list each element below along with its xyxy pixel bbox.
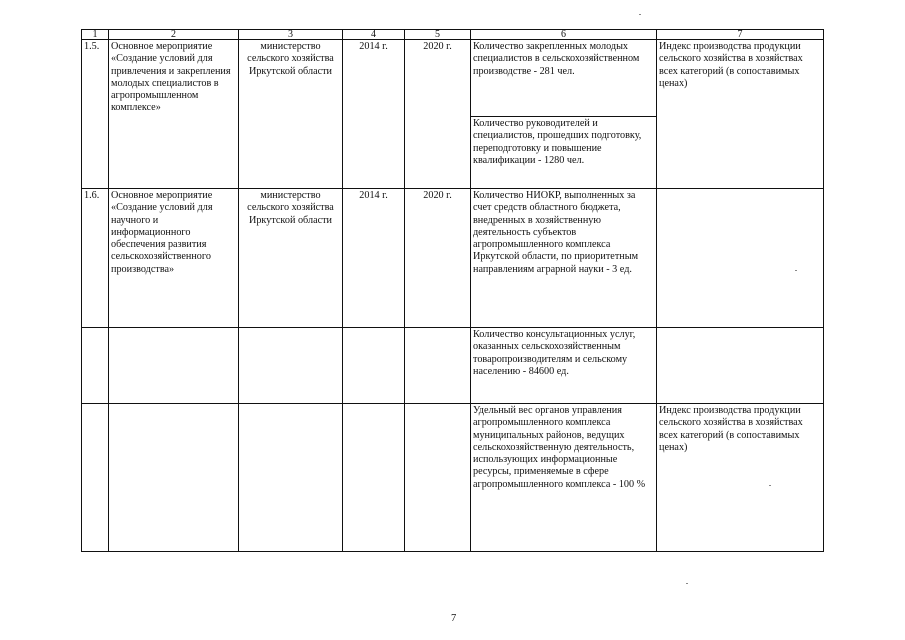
table-row (82, 328, 824, 404)
activities-table (81, 29, 824, 552)
executor: министерство сельского хозяйства Иркутской области (239, 40, 343, 189)
end-year: 2020 г. (405, 40, 471, 189)
empty-cell (239, 404, 343, 552)
empty-cell (239, 328, 343, 404)
column-number: 3 (239, 30, 343, 40)
goal-indicator (657, 189, 824, 328)
table-row (82, 404, 824, 552)
event-name: Основное мероприятие «Создание условий для научного и информационного обеспечения развития сельскохозяйственного производства» (109, 189, 239, 328)
start-year: 2014 г. (343, 189, 405, 328)
scan-speck (686, 583, 688, 584)
column-number: 5 (405, 30, 471, 40)
empty-cell (405, 328, 471, 404)
start-year: 2014 г. (343, 40, 405, 189)
column-number: 6 (471, 30, 657, 40)
scan-speck (795, 270, 797, 271)
page-number: 7 (451, 613, 457, 624)
indicator: Количество консультационных услуг, оказанных сельскохозяйственным товаропроизводителям и сельскому населению - 84600 ед. (471, 328, 657, 404)
table-row (82, 40, 824, 117)
empty-cell (109, 404, 239, 552)
scan-speck (769, 485, 771, 486)
indicator: Удельный вес органов управления агропромышленного комплекса муниципальных районов, ведущих сельскохозяйственную деятельность, использующих информационные ресурсы, применяемые в сфере агропромышленного комплекса - 100 % (471, 404, 657, 552)
column-number-row (82, 30, 824, 40)
column-number: 4 (343, 30, 405, 40)
event-name: Основное мероприятие «Создание условий для привлечения и закрепления молодых специалистов в агропромышленном комплексе» (109, 40, 239, 189)
indicator: Количество руководителей и специалистов, прошедших подготовку, переподготовку и повышение квалификации - 1280 чел. (471, 117, 657, 189)
empty-cell (405, 404, 471, 552)
row-number: 1.5. (82, 40, 109, 189)
column-number: 7 (657, 30, 824, 40)
indicator: Количество НИОКР, выполненных за счет средств областного бюджета, внедренных в хозяйственную деятельность субъектов агропромышленного комплекса Иркутской области, по приоритетным направлениям аграрной науки - 3 ед. (471, 189, 657, 328)
empty-cell (657, 328, 824, 404)
scan-speck (639, 14, 641, 15)
empty-cell (82, 328, 109, 404)
empty-cell (82, 404, 109, 552)
executor: министерство сельского хозяйства Иркутской области (239, 189, 343, 328)
column-number: 1 (82, 30, 109, 40)
empty-cell (109, 328, 239, 404)
table-row (82, 189, 824, 328)
empty-cell (343, 404, 405, 552)
end-year: 2020 г. (405, 189, 471, 328)
indicator: Количество закрепленных молодых специалистов в сельскохозяйственном производстве - 281 чел. (471, 40, 657, 117)
empty-cell (343, 328, 405, 404)
goal-indicator: Индекс производства продукции сельского хозяйства в хозяйствах всех категорий (в сопоставимых ценах) (657, 40, 824, 189)
row-number: 1.6. (82, 189, 109, 328)
column-number: 2 (109, 30, 239, 40)
goal-indicator: Индекс производства продукции сельского хозяйства в хозяйствах всех категорий (в сопоставимых ценах) (657, 404, 824, 552)
